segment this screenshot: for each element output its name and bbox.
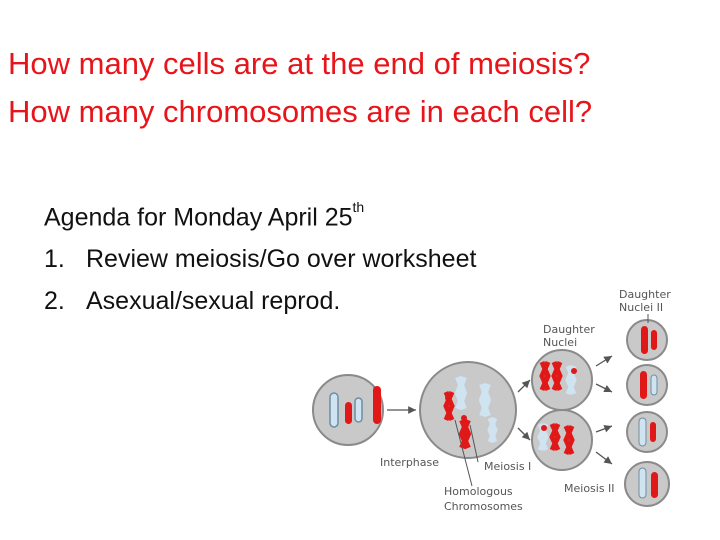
chromosome-red: [345, 402, 352, 424]
chromosome-red: [462, 420, 468, 448]
daughter-nucleus-ii-4: [625, 462, 669, 506]
agenda-heading-text: Agenda for Monday April 25: [44, 203, 353, 232]
chromosome-blue: [458, 377, 464, 409]
daughter-nucleus-ii-1: [627, 320, 667, 360]
label-meiosis-ii: Meiosis II: [564, 482, 615, 495]
label-nuclei: Nuclei: [543, 336, 578, 349]
agenda-item-number: 2.: [44, 287, 65, 316]
arrow: [596, 452, 612, 464]
arrow: [596, 356, 612, 366]
agenda-heading-suffix: th: [352, 199, 365, 215]
title-line-2: How many chromosomes are in each cell?: [8, 94, 593, 129]
label-daughter: Daughter: [543, 323, 595, 336]
chromosome-blue: [330, 393, 338, 427]
chromosome-red: [373, 386, 381, 424]
agenda-item-text: Asexual/sexual reprod.: [86, 287, 341, 316]
label-nuclei-ii: Nuclei II: [619, 301, 664, 314]
chromosome-blue: [490, 418, 495, 442]
daughter-nucleus-ii-2: [627, 365, 667, 405]
chromosome-blue: [482, 384, 488, 416]
label-daughter-ii: Daughter: [619, 288, 671, 301]
label-meiosis-i: Meiosis I: [484, 460, 532, 473]
daughter-nucleus-ii-3: [627, 412, 667, 452]
arrow: [518, 380, 530, 392]
daughter-cell-top: [532, 350, 592, 410]
agenda-item-number: 1.: [44, 245, 65, 274]
arrow: [596, 426, 612, 432]
label-interphase: Interphase: [380, 456, 440, 469]
daughter-cell-bottom: [532, 410, 592, 470]
meiosis1-cell: [420, 362, 516, 458]
title-line-1: How many cells are at the end of meiosis?: [8, 46, 591, 81]
chromosome-blue: [355, 398, 362, 422]
arrow: [518, 428, 530, 440]
label-homologous: Homologous: [444, 485, 513, 498]
interphase-cell: [313, 375, 383, 445]
arrow: [596, 384, 612, 392]
label-chromosomes: Chromosomes: [444, 500, 523, 513]
agenda-item-text: Review meiosis/Go over worksheet: [86, 245, 477, 274]
